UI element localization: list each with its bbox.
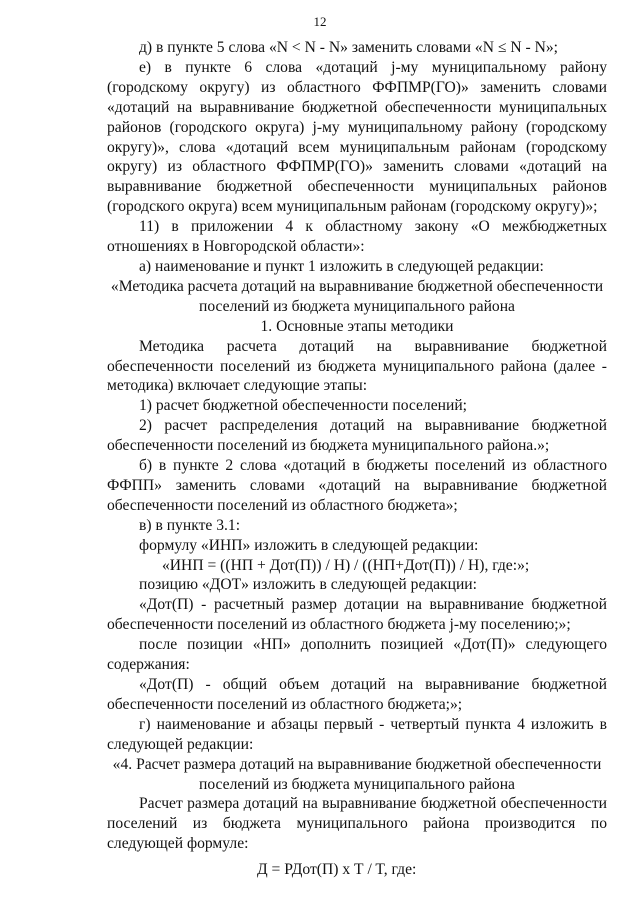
item-g-paragraph: г) наименование и абзацы первый - четвертый пункта 4 изложить в следующей редакции: <box>107 715 607 753</box>
calculation-paragraph: Расчет размера дотаций на выравнивание бюджетной обеспеченности поселений из бюджета муниципального района производится по следующей формуле: <box>107 795 607 853</box>
item-a-paragraph: а) наименование и пункт 1 изложить в следующей редакции: <box>139 257 544 275</box>
step-1-paragraph: 1) расчет бюджетной обеспеченности поселений; <box>139 397 467 415</box>
dot-definition-paragraph: «Дот(П) - расчетный размер дотации на выравнивание бюджетной обеспеченности поселений из областного бюджета j-му поселению;»; <box>107 596 607 634</box>
methodology-paragraph: Методика расчета дотаций на выравнивание бюджетной обеспеченности поселений из бюджета муниципального района (далее - методика) включает следующие этапы: <box>107 337 607 395</box>
section-4-title-line-2: поселений из бюджета муниципального района <box>199 775 515 793</box>
methodology-title-line-2: поселений из бюджета муниципального района <box>199 297 515 315</box>
section-4-title-line-1: «4. Расчет размера дотаций на выравнивание бюджетной обеспеченности <box>112 755 602 773</box>
after-np-paragraph: после позиции «НП» дополнить позицией «Дот(П)» следующего содержания: <box>107 636 607 674</box>
step-2-paragraph: 2) расчет распределения дотаций на выравнивание бюджетной обеспеченности поселений из бюджета муниципального района.»; <box>107 417 607 455</box>
page-number: 12 <box>313 14 327 29</box>
formula-inp: «ИНП = ((НП + Дот(П)) / Н) / ((НП+Дот(П)) / Н), где:»; <box>162 556 530 574</box>
item-v-paragraph: в) в пункте 3.1: <box>139 516 241 534</box>
item-d-paragraph: д) в пункте 5 слова «N < N - N» заменить словами «N ≤ N - N»; <box>139 39 559 56</box>
item-e-paragraph: е) в пункте 6 слова «дотаций j-му муниципальному району (городскому округу) из областного ФФПМР(ГО)» заменить словами «дотаций на выравнивание бюджетной обеспеченности муниципальных районов (городского округа) j-му муниципальному району (городскому округу)», слова «дотаций всем муниципальным районам (городскому округу) из областного ФФПМР(ГО)» заменить словами «дотаций на выравнивание бюджетной обеспеченности муниципальных районов (городского округа) всем муниципальным районам (городскому округу)»; <box>107 58 607 216</box>
formula-intro-paragraph: формулу «ИНП» изложить в следующей редакции: <box>139 536 479 554</box>
document-body <box>107 38 607 880</box>
dot-position-paragraph: позицию «ДОТ» изложить в следующей редакции: <box>139 576 477 594</box>
section-1-heading: 1. Основные этапы методики <box>260 317 454 335</box>
item-b-paragraph: б) в пункте 2 слова «дотаций в бюджеты поселений из областного ФФПП» заменить словами «дотаций на выравнивание бюджетной обеспеченности поселений из областного бюджета»; <box>107 457 607 514</box>
methodology-title-line-1: «Методика расчета дотаций на выравнивание бюджетной обеспеченности <box>110 277 604 295</box>
item-11-paragraph: 11) в приложении 4 к областному закону «О межбюджетных отношениях в Новгородской области»: <box>107 218 607 256</box>
dotp-definition-paragraph: «Дот(П) - общий объем дотаций на выравнивание бюджетной обеспеченности поселений из областного бюджета;»; <box>107 676 607 713</box>
formula-d: Д = РДот(П) х T / T, где: <box>257 861 417 879</box>
